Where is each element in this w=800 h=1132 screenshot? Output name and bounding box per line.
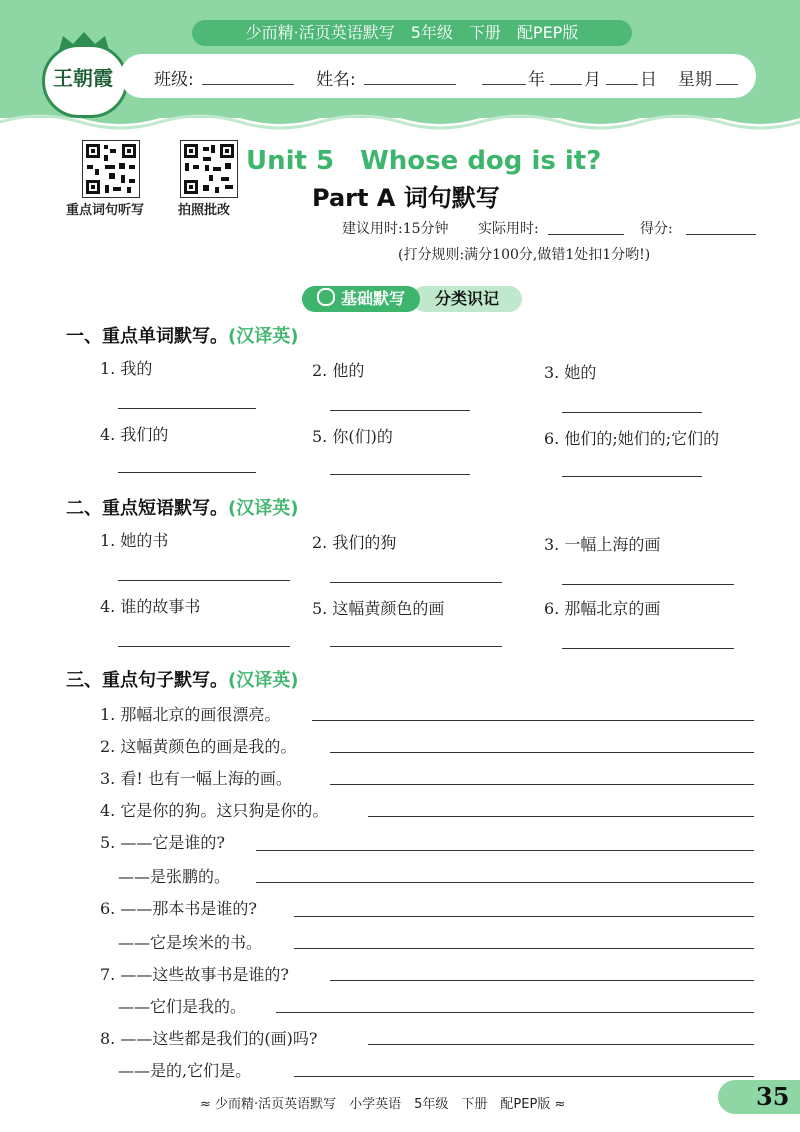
year-field[interactable]	[482, 84, 526, 85]
answer-line[interactable]	[256, 882, 754, 883]
actual-time-field[interactable]	[548, 234, 624, 235]
section-3-heading	[66, 666, 298, 692]
name-label: 姓名:	[316, 70, 356, 90]
answer-line[interactable]	[118, 580, 290, 581]
actual-time-label: 实际用时:	[478, 221, 539, 237]
word-item: 2. 他的	[312, 361, 365, 380]
sentence-item: 2. 这幅黄颜色的画是我的。	[100, 737, 297, 756]
answer-line[interactable]	[118, 472, 256, 473]
answer-line[interactable]	[368, 816, 754, 817]
header-wave	[0, 100, 800, 140]
sentence-item: 8. ——这些都是我们的(画)吗?	[100, 1029, 318, 1048]
score-label: 得分:	[640, 221, 673, 237]
year-label: 年	[528, 70, 545, 90]
answer-line[interactable]	[562, 412, 702, 413]
answer-line[interactable]	[330, 752, 754, 753]
answer-line[interactable]	[368, 1044, 754, 1045]
qr-label-grading: 拍照批改	[178, 203, 231, 218]
answer-line[interactable]	[294, 1076, 754, 1077]
page-number: 35	[756, 1082, 790, 1111]
student-info-bar	[120, 54, 756, 98]
name-field[interactable]	[364, 84, 456, 85]
phrase-item: 2. 我们的狗	[312, 533, 397, 552]
word-item: 4. 我们的	[100, 425, 169, 444]
word-item: 5. 你(们)的	[312, 427, 393, 446]
sentence-item: 1. 那幅北京的画很漂亮。	[100, 705, 281, 724]
word-item: 3. 她的	[544, 363, 597, 382]
sentence-item: ——它是埃米的书。	[118, 933, 263, 952]
answer-line[interactable]	[562, 648, 734, 649]
scoring-rule: (打分规则:满分100分,做错1处扣1分哟!)	[398, 247, 651, 263]
sentence-item: ——是张鹏的。	[118, 867, 231, 886]
section-1-title: 一、重点单词默写。	[66, 326, 228, 347]
word-item: 6. 他们的;她们的;它们的	[544, 429, 720, 448]
answer-line[interactable]	[330, 410, 470, 411]
answer-line[interactable]	[330, 784, 754, 785]
day-label: 日	[640, 70, 657, 90]
suggested-time: 建议用时:15分钟	[342, 221, 449, 237]
sentence-item: 5. ——它是谁的?	[100, 833, 225, 852]
answer-line[interactable]	[118, 408, 256, 409]
answer-line[interactable]	[294, 916, 754, 917]
sentence-item: 7. ——这些故事书是谁的?	[100, 965, 289, 984]
section-3-note: (汉译英)	[228, 670, 299, 691]
answer-line[interactable]	[562, 584, 734, 585]
sentence-item: ——是的,它们是。	[118, 1061, 252, 1080]
week-field[interactable]	[716, 84, 738, 85]
qr-code-grading-icon[interactable]	[180, 140, 238, 198]
medal-icon	[317, 288, 335, 306]
answer-line[interactable]	[330, 646, 502, 647]
sentence-item: 6. ——那本书是谁的?	[100, 899, 257, 918]
banner-basic	[302, 286, 420, 312]
score-field[interactable]	[686, 234, 756, 235]
answer-line[interactable]	[256, 850, 754, 851]
class-label: 班级:	[154, 70, 194, 90]
word-item: 1. 我的	[100, 359, 153, 378]
answer-line[interactable]	[330, 980, 754, 981]
answer-line[interactable]	[562, 476, 702, 477]
phrase-item: 5. 这幅黄颜色的画	[312, 599, 445, 618]
phrase-item: 3. 一幅上海的画	[544, 535, 661, 554]
answer-line[interactable]	[312, 720, 754, 721]
banner-basic-label: 基础默写	[340, 289, 405, 308]
section-2-title: 二、重点短语默写。	[66, 498, 228, 519]
unit-title: Unit 5 Whose dog is it?	[246, 146, 602, 176]
month-field[interactable]	[550, 84, 582, 85]
phrase-item: 1. 她的书	[100, 531, 169, 550]
section-2-heading	[66, 494, 298, 520]
qr-code-listening-icon[interactable]	[82, 140, 140, 198]
logo-text: 王朝霞	[53, 66, 113, 90]
answer-line[interactable]	[330, 474, 470, 475]
answer-line[interactable]	[294, 948, 754, 949]
phrase-item: 6. 那幅北京的画	[544, 599, 661, 618]
answer-line[interactable]	[330, 582, 502, 583]
footer-text: ≈ 少而精·活页英语默写 小学英语 5年级 下册 配PEP版 ≈	[200, 1097, 566, 1112]
sentence-item: ——它们是我的。	[118, 997, 247, 1016]
sentence-item: 4. 它是你的狗。这只狗是你的。	[100, 801, 329, 820]
section-3-title: 三、重点句子默写。	[66, 670, 228, 691]
month-label: 月	[584, 70, 601, 90]
week-label: 星期	[678, 70, 712, 90]
section-1-note: (汉译英)	[228, 326, 299, 347]
answer-line[interactable]	[276, 1012, 754, 1013]
header-title: 少而精·活页英语默写 5年级 下册 配PEP版	[192, 20, 632, 46]
page-number-tab	[718, 1080, 800, 1114]
answer-line[interactable]	[118, 646, 290, 647]
day-field[interactable]	[606, 84, 638, 85]
part-title: Part A 词句默写	[312, 184, 500, 212]
phrase-item: 4. 谁的故事书	[100, 597, 201, 616]
section-1-heading	[66, 322, 298, 348]
sentence-item: 3. 看! 也有一幅上海的画。	[100, 769, 292, 788]
qr-label-listening: 重点词句听写	[66, 203, 145, 218]
banner-category: 分类识记	[412, 286, 522, 312]
section-2-note: (汉译英)	[228, 498, 299, 519]
class-field[interactable]	[202, 84, 294, 85]
